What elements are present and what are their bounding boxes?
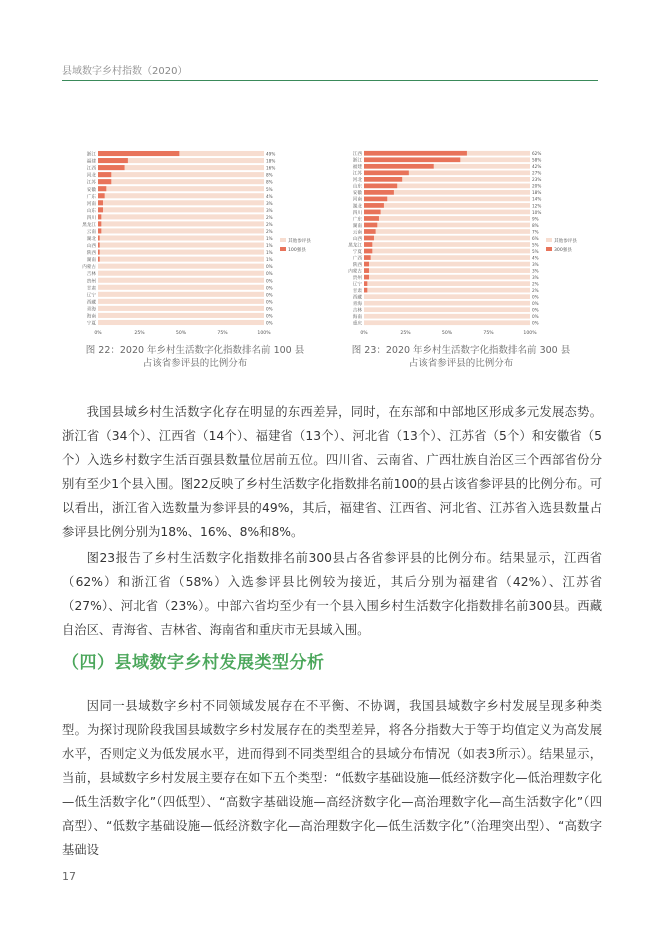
chart-23-value-label: 14% <box>532 196 542 202</box>
chart-23-bar-top <box>364 255 371 260</box>
chart-22-bar-top <box>98 235 100 240</box>
chart-22-value-label: 16% <box>266 165 276 171</box>
chart-23-bar-top <box>364 242 372 247</box>
chart-23-value-label: 9% <box>532 216 539 222</box>
chart-23-bar-rest <box>364 288 530 293</box>
chart-23-value-label: 2% <box>532 287 539 293</box>
page-number: 17 <box>62 870 76 883</box>
chart-23-value-label: 0% <box>532 320 539 326</box>
chart-23-category-label: 吉林 <box>352 308 362 314</box>
chart-23-category-label: 海南 <box>352 315 362 321</box>
chart-23-value-label: 3% <box>532 261 539 267</box>
chart-23-bar-rest <box>364 229 530 234</box>
chart-23-bar-top <box>364 151 467 156</box>
chart-23-category-label: 青海 <box>352 302 362 308</box>
chart-23-value-label: 10% <box>532 209 542 215</box>
chart-22-category-label: 贵州 <box>86 279 96 285</box>
chart-22-bar-rest <box>98 306 264 311</box>
chart-22-caption <box>70 344 320 370</box>
chart-22-bar-top <box>98 165 125 170</box>
chart-23-category-label: 河南 <box>352 197 362 203</box>
chart-22 <box>74 146 314 342</box>
chart-22-category-label: 江西 <box>86 166 96 172</box>
chart-22-bar-rest <box>98 313 264 318</box>
chart-23-bar-top <box>364 190 394 195</box>
chart-23-category-label: 重庆 <box>352 321 362 327</box>
chart-23-xtick-label: 25% <box>400 331 411 336</box>
chart-22-category-label: 云南 <box>86 229 96 235</box>
chart-22-category-label: 江苏 <box>86 180 96 186</box>
chart-22-value-label: 0% <box>266 278 273 284</box>
chart-22-value-label: 0% <box>266 285 273 291</box>
chart-22-bar-rest <box>98 193 264 198</box>
chart-22-bar-rest <box>98 228 264 233</box>
chart-22-category-label: 河北 <box>86 173 96 179</box>
chart-22-bar-rest <box>98 292 264 297</box>
chart-23-category-label: 江苏 <box>352 171 362 177</box>
chart-22-value-label: 1% <box>266 257 273 263</box>
chart-22-value-label: 0% <box>266 313 273 319</box>
chart-23-value-label: 2% <box>532 281 539 287</box>
chart-22-value-label: 8% <box>266 172 273 178</box>
chart-22-category-label: 辽宁 <box>86 293 96 299</box>
chart-23-category-label: 湖北 <box>352 204 362 210</box>
chart-22-value-label: 4% <box>266 193 273 199</box>
chart-23-bar-rest <box>364 281 530 286</box>
chart-23-category-label: 山西 <box>352 236 362 242</box>
chart-23-value-label: 0% <box>532 314 539 320</box>
chart-22-category-label: 青海 <box>86 307 96 313</box>
chart-23-bar-top <box>364 262 369 267</box>
paragraph-3: 因同一县域数字乡村不同领域发展存在不平衡、不协调，我国县域数字乡村发展呈现多种类型。为探讨现阶段我国县域数字乡村发展存在的类型差异，将各分指数大于等于均值定义为高发展水平，否则定义为低发展水平，进而得到不同类型组合的县域分布情况（如表3所示）。结果显示，当前，县域数字乡村发展主要存在如下五个类型：“低数字基础设施—低经济数字化—低治理数字化—低生活数字化”（四低型）、“高数字基础设施—高经济数字化—高治理数字化—高生活数字化”（四高型）、“低数字基础设施—低经济数字化—高治理数字化—低生活数字化”（治理突出型）、“高数字基础设 <box>62 699 602 857</box>
paragraph-1: 我国县域乡村生活数字化存在明显的东西差异，同时，在东部和中部地区形成多元发展态势。浙江省（34个）、江西省（14个）、福建省（13个）、河北省（13个）、江苏省（5个）和安徽省（5个）入选乡村数字生活百强县数量位居前五位。四川省、云南省、广西壮族自治区三个西部省份分别有至少1个县入围。图22反映了乡村生活数字化指数排名前100的县占该省参评县的比例分布。可以看出，浙江省入选数量为参评县的49%，其后，福建省、江西省、河北省、江苏省入选县数量占参评县比例分别为18%、16%、8%和8%。 <box>62 405 602 539</box>
chart-23 <box>340 146 580 342</box>
chart-22-xtick-label: 75% <box>217 331 228 336</box>
chart-22-bar-rest <box>98 186 264 191</box>
chart-23-bar-top <box>364 203 384 208</box>
chart-22-bar-top <box>98 257 100 262</box>
chart-23-value-label: 42% <box>532 164 542 170</box>
chart-23-value-label: 0% <box>532 307 539 313</box>
chart-23-value-label: 12% <box>532 203 542 209</box>
chart-22-bar-top <box>98 179 111 184</box>
chart-22-value-label: 0% <box>266 320 273 326</box>
chart-23-value-label: 7% <box>532 229 539 235</box>
chart-22-category-label: 浙江 <box>86 152 96 158</box>
chart-23-category-label: 浙江 <box>352 158 362 164</box>
chart-22-bar-rest <box>98 320 264 325</box>
chart-23-bar-rest <box>364 268 530 273</box>
chart-22-xtick-label: 25% <box>134 331 145 336</box>
chart-22-bar-rest <box>98 299 264 304</box>
chart-23-xtick-label: 100% <box>523 331 537 336</box>
chart-22-bar-top <box>98 151 179 156</box>
chart-22-bar-top <box>98 193 105 198</box>
chart-22-xtick-label: 100% <box>257 331 271 336</box>
chart-22-value-label: 18% <box>266 158 276 164</box>
chart-22-category-label: 四川 <box>86 215 96 221</box>
chart-23-category-label: 内蒙古 <box>348 269 362 275</box>
chart-22-value-label: 3% <box>266 200 273 206</box>
chart-22-value-label: 2% <box>266 228 273 234</box>
chart-23-category-label: 山东 <box>352 184 362 190</box>
chart-22-bar-top <box>98 221 101 226</box>
chart-23-legend-label-rest: 其他参评县 <box>554 239 577 244</box>
chart-22-bar-rest <box>98 172 264 177</box>
chart-23-value-label: 23% <box>532 177 542 183</box>
chart-22-legend-label-top: 100强县 <box>288 248 306 253</box>
chart-22-svg <box>74 146 314 342</box>
chart-23-value-label: 3% <box>532 268 539 274</box>
chart-23-category-label: 广东 <box>352 217 362 223</box>
chart-22-caption-line2: 占该省参评县的比例分布 <box>142 358 248 369</box>
chart-23-category-label: 宁夏 <box>352 249 362 255</box>
chart-22-xtick-label: 50% <box>175 331 187 336</box>
chart-23-value-label: 5% <box>532 248 539 254</box>
chart-23-xtick-label: 75% <box>483 331 494 336</box>
chart-22-bar-rest <box>98 257 264 262</box>
chart-23-value-label: 3% <box>532 274 539 280</box>
chart-23-category-label: 湖南 <box>352 223 362 229</box>
chart-23-bar-top <box>364 281 367 286</box>
chart-22-category-label: 广东 <box>86 194 96 200</box>
chart-22-bar-top <box>98 172 111 177</box>
chart-22-value-label: 2% <box>266 214 273 220</box>
chart-22-bar-top <box>98 207 103 212</box>
chart-23-bar-top <box>364 275 369 280</box>
chart-23-bar-top <box>364 229 376 234</box>
chart-23-bar-rest <box>364 249 530 254</box>
chart-22-value-label: 0% <box>266 299 273 305</box>
chart-22-bar-top <box>98 250 100 255</box>
chart-23-bar-rest <box>364 210 530 215</box>
paragraph-2: 图23报告了乡村生活数字化指数排名前300县占各省参评县的比例分布。结果显示，江西省（62%）和浙江省（58%）入选参评县比例较为接近，其后分别为福建省（42%）、江苏省（27%）、河北省（23%）。中部六省均至少有一个县入围乡村生活数字化指数排名前300县。西藏自治区、青海省、吉林省、海南省和重庆市无县域入围。 <box>62 551 602 637</box>
chart-23-value-label: 20% <box>532 183 542 189</box>
chart-23-bar-top <box>364 216 379 221</box>
chart-22-value-label: 0% <box>266 292 273 298</box>
chart-22-category-label: 吉林 <box>86 272 96 278</box>
chart-22-category-label: 山西 <box>86 244 96 250</box>
chart-22-bar-top <box>98 186 106 191</box>
chart-23-bar-rest <box>364 197 530 202</box>
chart-22-bar-top <box>98 228 101 233</box>
chart-23-bar-top <box>364 268 369 273</box>
chart-23-category-label: 西藏 <box>352 295 362 301</box>
chart-22-category-label: 湖北 <box>86 237 96 243</box>
chart-23-bar-top <box>364 197 387 202</box>
chart-22-value-label: 5% <box>266 186 273 192</box>
chart-22-xtick-label: 0% <box>94 331 102 336</box>
chart-23-bar-top <box>364 210 381 215</box>
chart-23-bar-rest <box>364 242 530 247</box>
chart-22-value-label: 0% <box>266 271 273 277</box>
chart-23-xtick-label: 50% <box>441 331 453 336</box>
chart-23-xtick-label: 0% <box>360 331 368 336</box>
chart-22-category-label: 宁夏 <box>86 321 96 327</box>
chart-22-category-label: 陕西 <box>86 251 96 257</box>
chart-22-category-label: 海南 <box>86 314 96 320</box>
chart-23-value-label: 4% <box>532 255 539 261</box>
chart-22-category-label: 西藏 <box>86 300 96 306</box>
chart-23-bar-rest <box>364 275 530 280</box>
chart-22-value-label: 0% <box>266 264 273 270</box>
chart-22-value-label: 3% <box>266 207 273 213</box>
chart-22-category-label: 内蒙古 <box>82 265 96 271</box>
chart-23-value-label: 0% <box>532 294 539 300</box>
chart-23-category-label: 陕西 <box>352 262 362 268</box>
chart-22-bar-rest <box>98 271 264 276</box>
chart-22-bar-rest <box>98 235 264 240</box>
chart-23-category-label: 贵州 <box>352 275 362 281</box>
chart-23-category-label: 安徽 <box>352 191 362 197</box>
chart-23-value-label: 27% <box>532 170 542 176</box>
chart-23-category-label: 甘肃 <box>352 288 362 294</box>
chart-23-bar-top <box>364 223 377 228</box>
chart-22-legend-swatch-top <box>280 247 286 251</box>
chart-23-bar-rest <box>364 223 530 228</box>
chart-22-caption-line1: 图 22：2020 年乡村生活数字化指数排名前 100 县 <box>85 345 305 356</box>
chart-22-category-label: 安徽 <box>86 187 96 193</box>
chart-23-caption-line1: 图 23：2020 年乡村生活数字化指数排名前 300 县 <box>351 345 571 356</box>
chart-23-caption-line2: 占该省参评县的比例分布 <box>408 358 514 369</box>
chart-22-bar-rest <box>98 243 264 248</box>
chart-22-legend-swatch-rest <box>280 238 286 242</box>
chart-23-bar-top <box>364 157 460 162</box>
chart-22-bar-rest <box>98 179 264 184</box>
header-rule <box>62 80 598 81</box>
chart-23-category-label: 河北 <box>352 178 362 184</box>
chart-22-bar-rest <box>98 285 264 290</box>
chart-23-svg <box>340 146 580 342</box>
chart-22-category-label: 湖南 <box>86 258 96 264</box>
chart-23-caption <box>336 344 586 370</box>
running-header: 县域数字乡村指数（2020） <box>62 66 188 77</box>
chart-22-bar-rest <box>98 221 264 226</box>
chart-22-value-label: 2% <box>266 221 273 227</box>
chart-23-bar-rest <box>364 314 530 319</box>
chart-22-category-label: 福建 <box>86 159 96 165</box>
chart-23-value-label: 62% <box>532 151 542 157</box>
chart-22-value-label: 1% <box>266 243 273 249</box>
chart-23-category-label: 云南 <box>352 230 362 236</box>
chart-23-category-label: 辽宁 <box>352 282 362 288</box>
chart-23-category-label: 福建 <box>352 165 362 171</box>
chart-22-bar-top <box>98 200 103 205</box>
chart-22-bar-rest <box>98 264 264 269</box>
chart-23-value-label: 6% <box>532 235 539 241</box>
chart-23-category-label: 黑龙江 <box>348 243 362 249</box>
chart-22-bar-rest <box>98 200 264 205</box>
chart-22-bar-rest <box>98 207 264 212</box>
chart-23-bar-top <box>364 184 397 189</box>
chart-23-legend-swatch-rest <box>546 238 552 242</box>
chart-23-bar-top <box>364 249 372 254</box>
chart-22-category-label: 黑龙江 <box>82 222 96 228</box>
chart-22-bar-top <box>98 158 128 163</box>
section-title: （四）县域数字乡村发展类型分析 <box>62 653 325 673</box>
chart-22-bar-top <box>98 243 100 248</box>
chart-23-legend-label-top: 300强县 <box>554 248 572 253</box>
chart-23-category-label: 四川 <box>352 210 362 216</box>
chart-22-bar-rest <box>98 278 264 283</box>
chart-23-category-label: 广西 <box>352 256 362 262</box>
chart-23-bar-rest <box>364 236 530 241</box>
chart-23-value-label: 5% <box>532 242 539 248</box>
chart-23-bar-rest <box>364 294 530 299</box>
chart-22-value-label: 8% <box>266 179 273 185</box>
chart-23-bar-rest <box>364 216 530 221</box>
chart-23-bar-rest <box>364 301 530 306</box>
chart-22-bar-rest <box>98 214 264 219</box>
chart-23-category-label: 江西 <box>352 152 362 158</box>
chart-22-legend-label-rest: 其他参评县 <box>288 239 311 244</box>
chart-23-value-label: 58% <box>532 157 542 163</box>
chart-23-bar-rest <box>364 307 530 312</box>
chart-23-value-label: 0% <box>532 301 539 307</box>
chart-22-value-label: 0% <box>266 306 273 312</box>
chart-23-bar-top <box>364 288 367 293</box>
chart-23-bar-top <box>364 170 409 175</box>
chart-23-value-label: 8% <box>532 222 539 228</box>
chart-23-bar-top <box>364 164 434 169</box>
chart-22-category-label: 山东 <box>86 208 96 214</box>
chart-22-category-label: 甘肃 <box>86 286 96 292</box>
chart-23-bar-rest <box>364 262 530 267</box>
chart-23-value-label: 18% <box>532 190 542 196</box>
chart-23-bar-top <box>364 236 374 241</box>
chart-23-bar-rest <box>364 320 530 325</box>
chart-22-value-label: 1% <box>266 236 273 242</box>
chart-23-bar-rest <box>364 203 530 208</box>
chart-22-value-label: 1% <box>266 250 273 256</box>
chart-22-bar-rest <box>98 250 264 255</box>
chart-22-value-label: 49% <box>266 151 276 157</box>
chart-23-bar-rest <box>364 255 530 260</box>
chart-23-bar-top <box>364 177 402 182</box>
chart-22-category-label: 河南 <box>86 201 96 207</box>
chart-22-bar-top <box>98 214 101 219</box>
chart-23-legend-swatch-top <box>546 247 552 251</box>
